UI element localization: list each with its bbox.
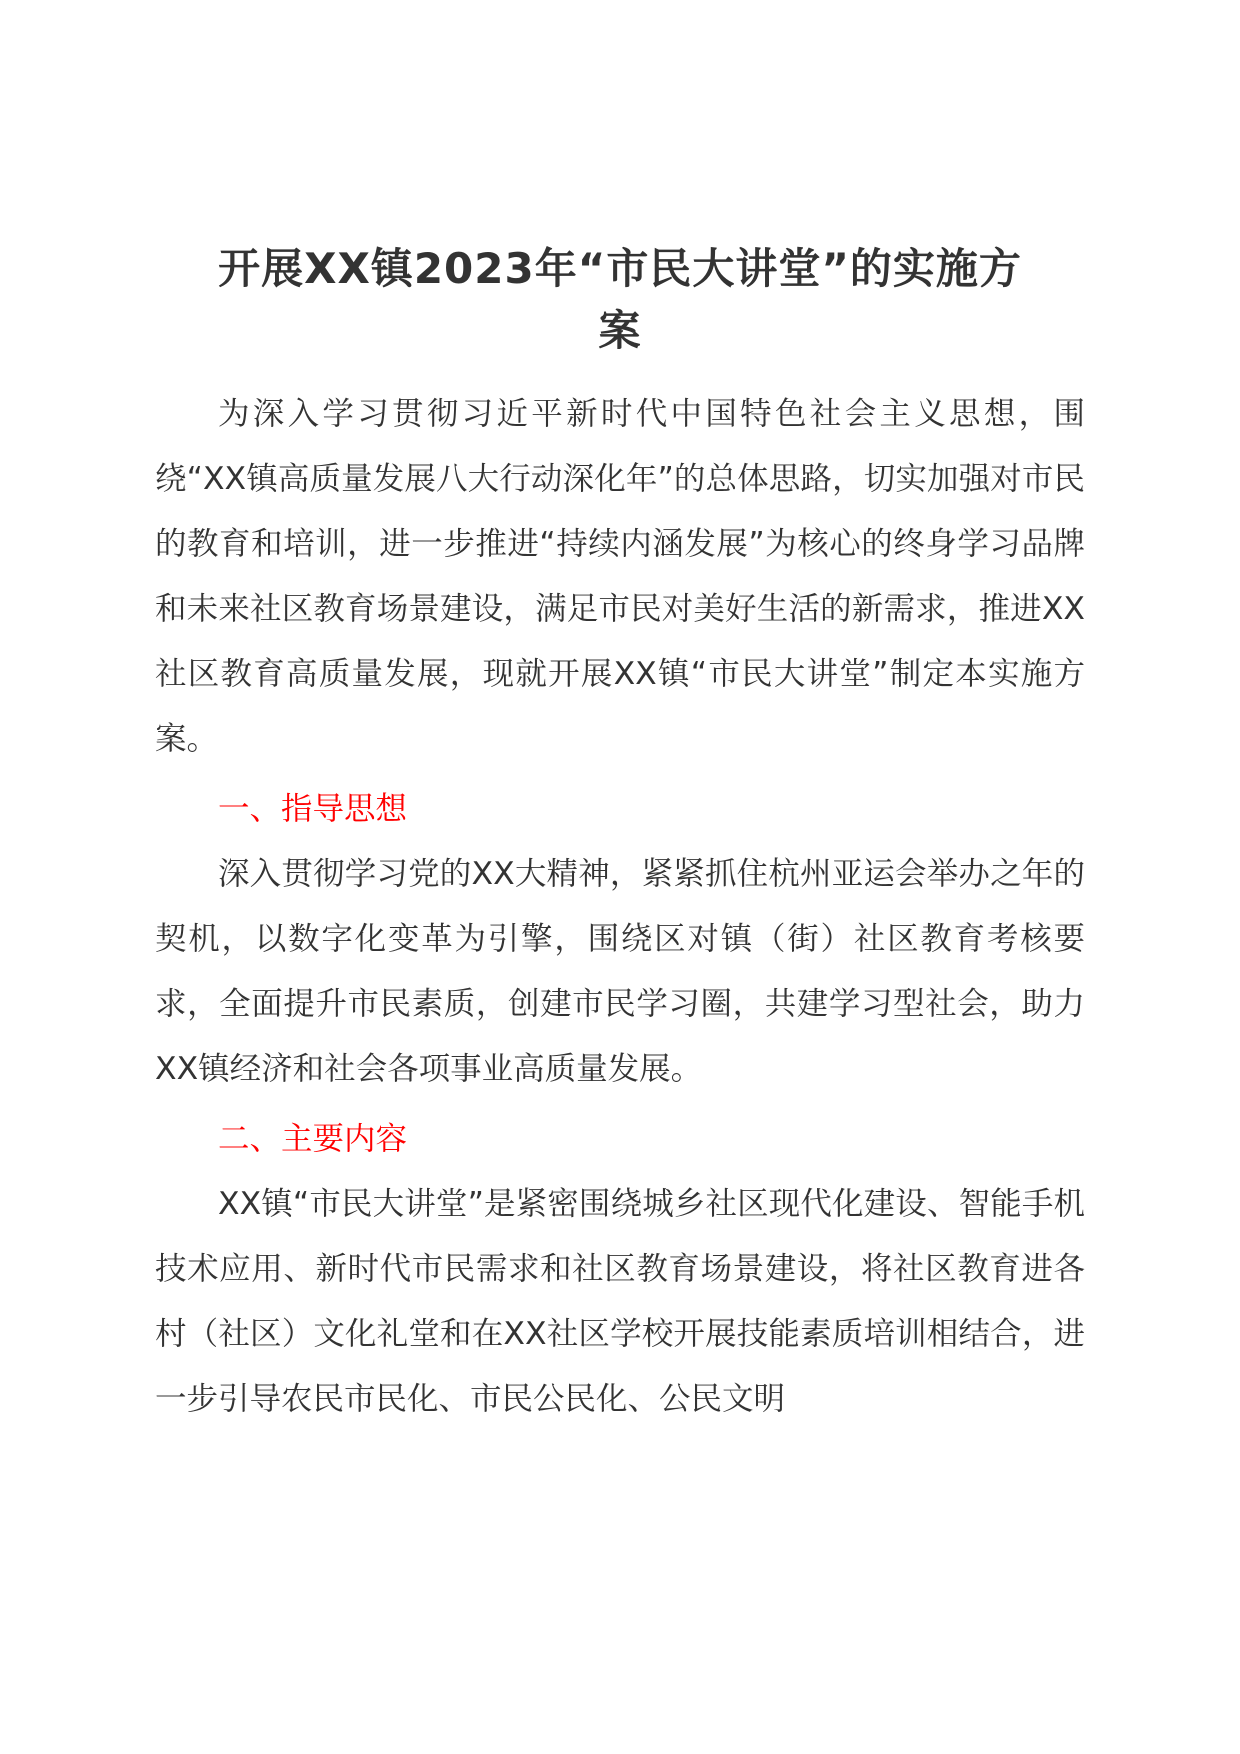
document-page	[155, 238, 1085, 1432]
section-heading-main-content: 二、主要内容	[218, 1121, 408, 1157]
intro-paragraph: 为深入学习贯彻习近平新时代中国特色社会主义思想，围绕“XX镇高质量发展八大行动深化年”的总体思路，切实加强对市民的教育和培训，进一步推进“持续内涵发展”为核心的终身学习品牌和未来社区教育场景建设，满足市民对美好生活的新需求，推进XX社区教育高质量发展，现就开展XX镇“市民大讲堂”制定本实施方案。	[155, 396, 1085, 757]
section-body-guiding-ideology: 深入贯彻学习党的XX大精神，紧紧抓住杭州亚运会举办之年的契机，以数字化变革为引擎，围绕区对镇（街）社区教育考核要求，全面提升市民素质，创建市民学习圈，共建学习型社会，助力XX镇经济和社会各项事业高质量发展。	[155, 856, 1085, 1087]
section-body-main-content: XX镇“市民大讲堂”是紧密围绕城乡社区现代化建设、智能手机技术应用、新时代市民需求和社区教育场景建设，将社区教育进各村（社区）文化礼堂和在XX社区学校开展技能素质培训相结合，进一步引导农民市民化、市民公民化、公民文明	[155, 1186, 1085, 1417]
section-heading-guiding-ideology: 一、指导思想	[218, 791, 408, 827]
title-line-2: 案	[598, 306, 642, 355]
document-title	[155, 238, 1085, 362]
title-line-1: 开展XX镇2023年“市民大讲堂”的实施方	[218, 244, 1022, 293]
